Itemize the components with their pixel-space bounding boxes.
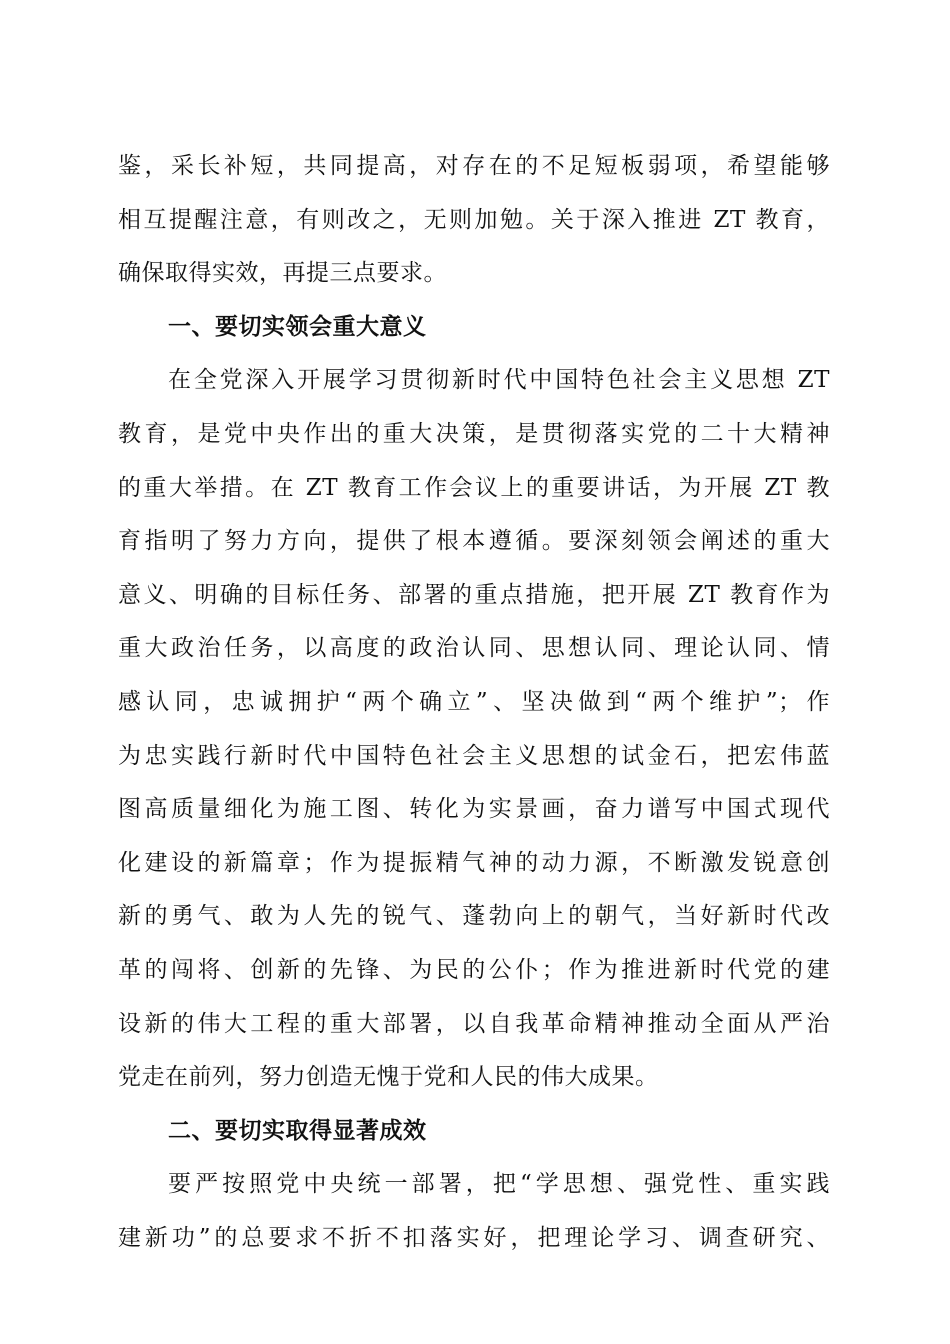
text-line: 新的勇气、敢为人先的锐气、蓬勃向上的朝气，当好新时代改: [118, 903, 830, 930]
text-line: 感认同，忠诚拥护“两个确立”、坚决做到“两个维护”；作: [118, 688, 830, 715]
paragraph-continuation: [118, 140, 830, 301]
text-line: 党走在前列，努力创造无愧于党和人民的伟大成果。: [118, 1064, 659, 1091]
text-line: 鉴，采长补短，共同提高，对存在的不足短板弱项，希望能够: [118, 153, 830, 179]
text-line: 教育，是党中央作出的重大决策，是贯彻落实党的二十大精神: [118, 420, 830, 447]
text-line: 建新功”的总要求不折不扣落实好，把理论学习、调查研究、: [118, 1224, 830, 1251]
text-line: 意义、明确的目标任务、部署的重点措施，把开展 ZT 教育作为: [118, 581, 830, 608]
text-line: 设新的伟大工程的重大部署，以自我革命精神推动全面从严治: [118, 1010, 830, 1037]
heading-text: 二、要切实取得显著成效: [168, 1117, 427, 1144]
text-line: 相互提醒注意，有则改之，无则加勉。关于深入推进 ZT 教育，: [118, 206, 830, 233]
text-line: 革的闯将、创新的先锋、为民的公仆；作为推进新时代党的建: [118, 956, 830, 983]
text-line: 确保取得实效，再提三点要求。: [118, 260, 447, 287]
text-line: 要严按照党中央统一部署，把“学思想、强党性、重实践: [168, 1171, 830, 1198]
text-line: 重大政治任务，以高度的政治认同、思想认同、理论认同、情: [118, 635, 830, 662]
section-heading-1: [118, 301, 830, 355]
paragraph-significance: [118, 354, 830, 1104]
text-line: 的重大举措。在 ZT 教育工作会议上的重要讲话，为开展 ZT 教: [118, 474, 830, 501]
text-line: 图高质量细化为施工图、转化为实景画，奋力谱写中国式现代: [118, 796, 830, 823]
heading-text: 一、要切实领会重大意义: [168, 313, 427, 340]
section-heading-2: [118, 1105, 830, 1159]
text-line: 化建设的新篇章；作为提振精气神的动力源，不断激发锐意创: [118, 849, 830, 876]
text-line: 育指明了努力方向，提供了根本遵循。要深刻领会阐述的重大: [118, 528, 830, 555]
text-line: 为忠实践行新时代中国特色社会主义思想的试金石，把宏伟蓝: [118, 742, 830, 769]
text-line: 在全党深入开展学习贯彻新时代中国特色社会主义思想 ZT: [168, 367, 830, 394]
document-page: [118, 140, 830, 1265]
paragraph-results: [118, 1158, 830, 1265]
